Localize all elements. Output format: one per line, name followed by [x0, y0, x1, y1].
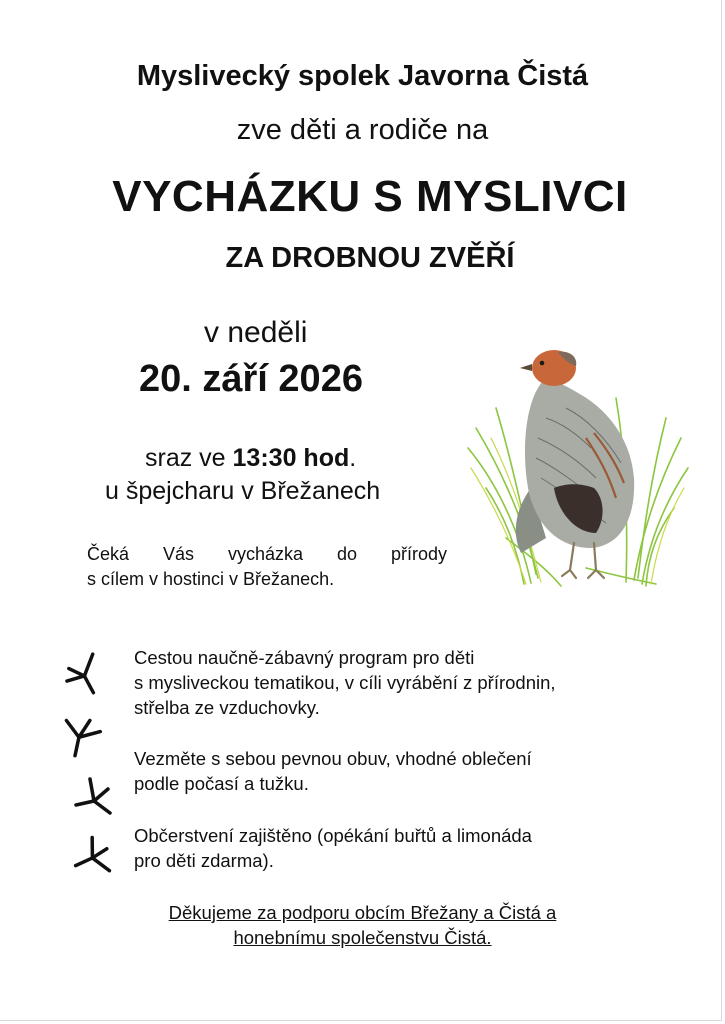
bird-footprint-icon [72, 775, 116, 819]
bird-footprint-icon [59, 649, 110, 700]
program-item [134, 645, 674, 720]
thanks-line: Děkujeme za podporu obcím Břežany a Čistá a [168, 902, 557, 923]
partridge-illustration [466, 338, 690, 592]
thanks-line: honebnímu společenstvu Čistá. [233, 927, 492, 948]
program-line: Vezměte s sebou pevnou obuv, vhodné oblečení [134, 748, 532, 769]
meeting-time-value: 13:30 hod [232, 444, 350, 472]
meeting-time [145, 444, 356, 473]
event-day: v neděli [204, 316, 308, 349]
intro-line: s cílem v hostinci v Břežanech. [87, 569, 335, 589]
meeting-time-prefix: sraz ve [145, 444, 233, 472]
meeting-time-suffix: . [349, 444, 357, 472]
program-line: pro děti zdarma). [134, 850, 274, 871]
invite-line: zve děti a rodiče na [236, 114, 489, 146]
meeting-place: u špejcharu v Břežanech [105, 477, 381, 505]
event-intro [87, 542, 447, 592]
event-subheadline: ZA DROBNOU ZVĚŘÍ [225, 242, 515, 274]
event-date: 20. září 2026 [139, 358, 363, 400]
organizer-title: Myslivecký spolek Javorna Čistá [136, 60, 589, 92]
program-item [134, 823, 674, 873]
sponsor-thanks [0, 900, 725, 950]
program-line: střelba ze vzduchovky. [134, 697, 320, 718]
bird-footprint-icon [66, 830, 118, 882]
bird-footprint-icon [54, 706, 110, 762]
program-line: Cestou naučně-zábavný program pro děti [134, 647, 475, 668]
program-line: s mysliveckou tematikou, v cíli vyrábění z přírodnin, [134, 672, 556, 693]
event-headline: VYCHÁZKU S MYSLIVCI [112, 172, 628, 221]
program-line: Občerstvení zajištěno (opékání buřtů a limonáda [134, 825, 532, 846]
program-line: podle počasí a tužku. [134, 773, 309, 794]
program-item [134, 746, 674, 796]
intro-line: Čeká Vás vycházka do přírody [87, 544, 447, 564]
